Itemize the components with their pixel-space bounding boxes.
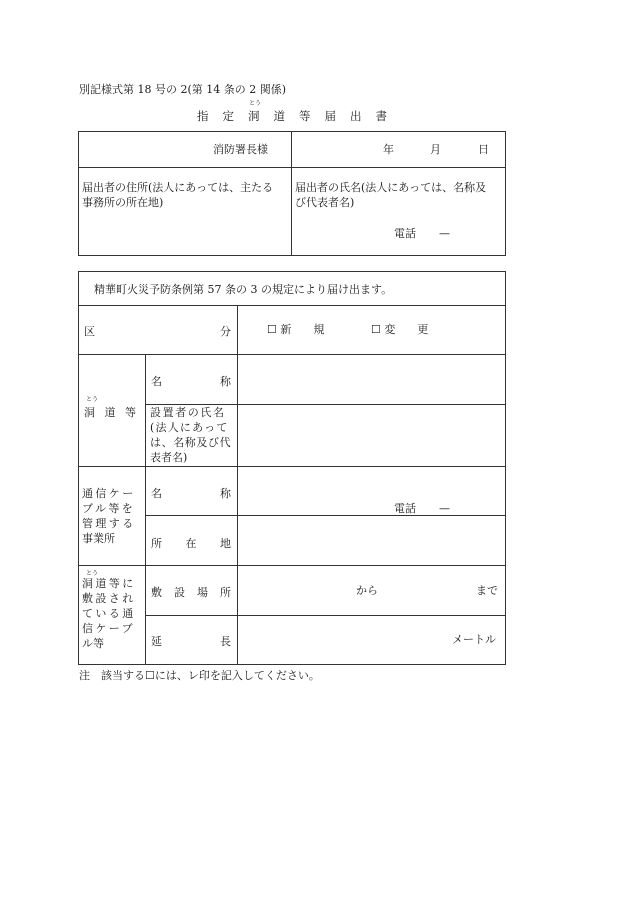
operator-label-4: 事業所 <box>82 532 115 545</box>
cable-label-4: 信ケーブ <box>82 622 136 635</box>
title-ruby: とう <box>249 100 262 107</box>
date-day-label: 日 <box>478 143 489 156</box>
operator-label-3: 管理する <box>82 517 136 530</box>
form-reference: 別記様式第 18 号の 2(第 14 条の 2 関係) <box>79 83 287 96</box>
footer-note: 注 該当する☐には、レ印を記入してください。 <box>79 669 320 682</box>
tunnel-label: 洞 道 等 <box>84 406 136 419</box>
installation-place-label: 敷 設 場 所 <box>151 586 231 599</box>
operator-label-2: ブル等を <box>82 502 136 515</box>
installer-label-2: (法人にあって <box>150 421 229 434</box>
installer-label-3: は、名称及び代 <box>150 436 232 449</box>
operator-phone-dash: — <box>439 502 450 515</box>
addressee-fire-chief: 消防署長様 <box>213 143 268 156</box>
installer-label-4: 表者名) <box>150 451 188 464</box>
applicant-name-label: 届出者の氏名(法人にあっては、名称及 <box>295 181 487 194</box>
cable-ruby: とう <box>86 570 99 577</box>
from-label: から <box>356 584 378 597</box>
cable-label: 洞道等に <box>82 577 136 590</box>
applicant-address-label: 届出者の住所(法人にあっては、主たる <box>82 181 274 194</box>
category-label: 区 分 <box>84 325 231 338</box>
length-unit: メートル <box>452 633 496 646</box>
operator-label: 通信ケー <box>82 487 136 500</box>
checkbox-new[interactable]: ☐ 新 規 <box>267 323 325 336</box>
installer-label: 設置者の氏名 <box>150 406 226 419</box>
applicant-address-label-2: 事務所の所在地) <box>82 196 164 209</box>
applicant-name-label-2: び代表者名) <box>295 196 355 209</box>
operator-location-label: 所 在 地 <box>151 537 231 550</box>
applicant-phone-label: 電話 <box>394 227 416 240</box>
ordinance-statement: 精華町火災予防条例第 57 条の 3 の規定により届け出ます。 <box>94 283 393 296</box>
applicant-phone-dash: — <box>439 227 450 240</box>
tunnel-ruby: とう <box>86 396 99 403</box>
tunnel-name-label: 名 称 <box>151 375 231 388</box>
cable-label-5: ル等 <box>82 637 104 650</box>
operator-name-label: 名 称 <box>151 487 231 500</box>
date-month-label: 月 <box>430 143 441 156</box>
document-title: 指 定 洞 道 等 届 出 書 <box>197 109 387 123</box>
operator-phone-label: 電話 <box>394 502 416 515</box>
length-label: 延 長 <box>151 635 231 648</box>
cable-label-3: ている通 <box>82 607 136 620</box>
checkbox-change[interactable]: ☐ 変 更 <box>371 323 429 336</box>
date-year-label: 年 <box>383 143 394 156</box>
to-label: まで <box>476 584 498 597</box>
cable-label-2: 敷設され <box>82 592 136 605</box>
